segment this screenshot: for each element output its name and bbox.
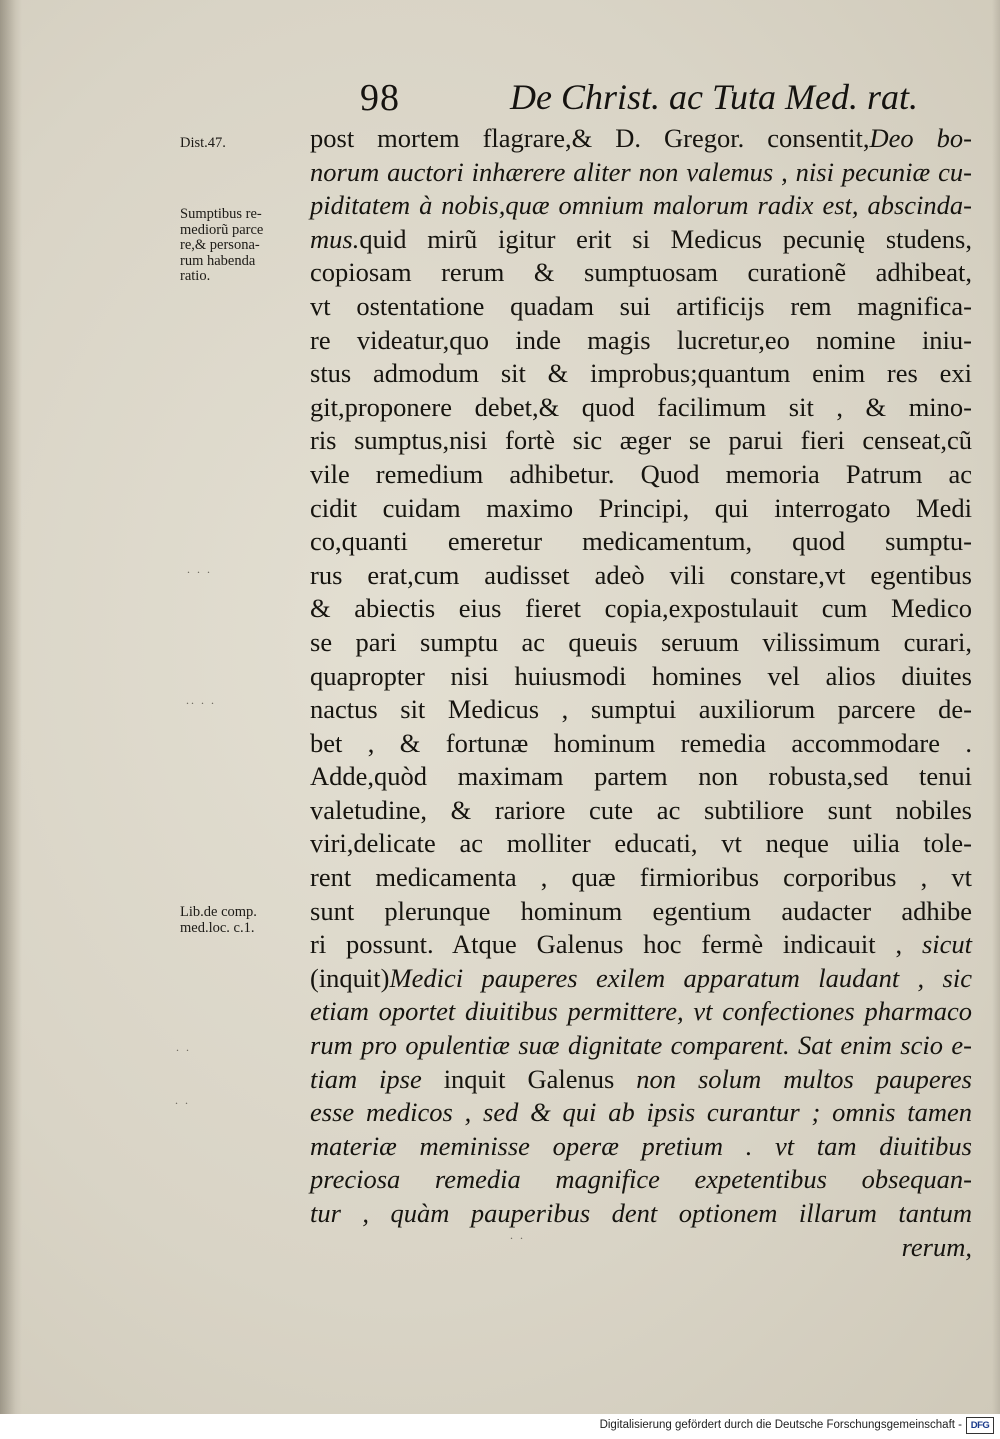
roman-text: re videatur,quo inde magis lucretur,eo nomine iniu- [310, 324, 972, 355]
bleed-through-mark: . . [510, 1228, 525, 1242]
text-line [310, 962, 972, 996]
roman-text: git,proponere debet,& quod facilimum sit , & mino- [310, 391, 972, 422]
text-line [310, 928, 972, 962]
italic-text: sicut [921, 929, 972, 960]
marginal-note-dist [180, 136, 310, 152]
page-gutter-shadow [0, 0, 22, 1414]
italic-text: rum pro opulentiæ suæ dignitate comparent. Sat enim scio e- [310, 1030, 972, 1061]
italic-text: materiæ meminisse operæ pretium . vt tam diuitibus [310, 1130, 972, 1161]
text-line [310, 1163, 972, 1197]
roman-text: ri possunt. Atque Galenus hoc fermè indicauit , [310, 929, 922, 960]
text-line [310, 1029, 972, 1063]
text-line [310, 760, 972, 794]
roman-text: viri,delicate ac molliter educati, vt neque uilia tole- [310, 828, 972, 859]
italic-text: Medici pauperes exilem apparatum laudant , sic [389, 962, 972, 993]
marginal-line: ratio. [180, 268, 211, 284]
text-line [310, 895, 972, 929]
body-text [310, 122, 972, 1264]
page-number: 98 [360, 77, 400, 119]
italic-text: tiam ipse [310, 1063, 444, 1094]
marginal-line: Dist.47. [180, 135, 226, 151]
running-title: De Christ. ac Tuta Med. rat. [510, 77, 919, 117]
roman-text: (inquit) [310, 962, 390, 993]
marginal-note-sumptibus [180, 207, 310, 285]
text-line [310, 693, 972, 727]
text-line [310, 592, 972, 626]
text-line [310, 357, 972, 391]
marginal-line: Sumptibus re- [180, 206, 262, 222]
roman-text: bet , & fortunæ hominum remedia accommodare . [310, 727, 972, 758]
italic-text: etiam oportet diuitibus permittere, vt confectiones pharmaco [310, 996, 972, 1027]
text-line [310, 995, 972, 1029]
italic-text: non solum multos pauperes [636, 1063, 972, 1094]
roman-text: Adde,quòd maximam partem non robusta,sed tenui [310, 761, 972, 792]
text-line [310, 492, 972, 526]
roman-text: co,quanti emeretur medicamentum, quod sumptu- [310, 526, 972, 557]
text-line [310, 626, 972, 660]
text-line [310, 827, 972, 861]
roman-text: vile remedium adhibetur. Quod memoria Patrum ac [310, 458, 972, 489]
bleed-through-mark: . . [176, 1040, 191, 1054]
text-line [310, 156, 972, 190]
marginal-line: rum habenda [180, 252, 256, 269]
funding-notice: Digitalisierung gefördert durch die Deutsche Forschungsgemeinschaft - [599, 1419, 962, 1431]
text-line [310, 391, 972, 425]
page-edge-shadow [992, 0, 1000, 1414]
marginal-line: Lib.de comp. [180, 904, 257, 920]
text-line [310, 256, 972, 290]
italic-text: Deo bo- [869, 123, 972, 153]
roman-text: post mortem flagrare,& D. Gregor. consentit, [310, 123, 870, 153]
roman-text: cidit cuidam maximo Principi, qui interrogato Medi [310, 492, 972, 523]
italic-text: esse medicos , sed & qui ab ipsis curantur ; omnis tamen [310, 1097, 972, 1128]
roman-text: valetudine, & rariore cute ac subtiliore sunt nobiles [310, 794, 972, 825]
roman-text: ris sumptus,nisi fortè sic æger se parui fieri censeat,cũ [310, 425, 972, 456]
text-line [310, 223, 972, 257]
italic-text: tur , quàm pauperibus dent optionem illarum tantum [310, 1198, 972, 1228]
roman-text: quapropter nisi huiusmodi homines vel alios diuites [310, 660, 972, 691]
roman-text: sunt plerunque hominum egentium audacter adhibe [310, 895, 972, 926]
text-line [310, 1130, 972, 1164]
text-line [310, 424, 972, 458]
dfg-logo: DFG [966, 1417, 994, 1434]
roman-text: nactus sit Medicus , sumptui auxiliorum parcere de- [310, 694, 972, 725]
roman-text: & abiectis eius fieret copia,expostulauit cum Medico [310, 593, 972, 624]
roman-text: stus admodum sit & improbus;quantum enim res exi [310, 358, 972, 389]
italic-text: rerum, [901, 1231, 972, 1262]
text-line [310, 525, 972, 559]
text-line [310, 290, 972, 324]
italic-text: preciosa remedia magnifice expetentibus obsequan- [310, 1164, 972, 1195]
text-line [310, 794, 972, 828]
page-header [360, 76, 919, 126]
text-line [310, 1063, 972, 1097]
italic-text: norum auctori inhærere aliter non valemus , nisi pecuniæ cu- [310, 156, 972, 187]
italic-text: piditatem à nobis,quæ omnium malorum radix est, abscinda- [310, 190, 972, 221]
text-line [310, 559, 972, 593]
bleed-through-mark: .. . . [186, 693, 216, 707]
roman-text: inquit Galenus [443, 1063, 637, 1094]
marginal-line: med.loc. c.1. [180, 919, 255, 936]
roman-text: vt ostentatione quadam sui artificijs rem magnifica- [310, 290, 972, 321]
text-line [310, 122, 972, 156]
italic-text: mus. [310, 223, 360, 254]
text-line [310, 324, 972, 358]
text-line [310, 458, 972, 492]
marginal-note-lib [180, 905, 310, 936]
bleed-through-mark: . . . [187, 562, 212, 576]
roman-text: rus erat,cum audisset adeò vili constare,vt egentibus [310, 559, 972, 590]
text-line [310, 1197, 972, 1231]
marginal-line: re,& persona- [180, 237, 260, 253]
text-line [310, 1096, 972, 1130]
bleed-through-mark: . . [175, 1093, 190, 1107]
text-line [310, 727, 972, 761]
roman-text: copiosam rerum & sumptuosam curationẽ adhibeat, [310, 257, 972, 288]
roman-text: se pari sumptu ac queuis seruum vilissimum curari, [310, 626, 972, 657]
text-line [310, 660, 972, 694]
text-line [310, 1231, 972, 1265]
roman-text: quid mirũ igitur erit si Medicus pecunię studens, [359, 223, 972, 254]
roman-text: rent medicamenta , quæ firmioribus corporibus , vt [310, 862, 972, 893]
marginal-line: mediorũ parce [180, 221, 264, 238]
text-line [310, 861, 972, 895]
digitization-footer [0, 1414, 1000, 1439]
text-line [310, 189, 972, 223]
